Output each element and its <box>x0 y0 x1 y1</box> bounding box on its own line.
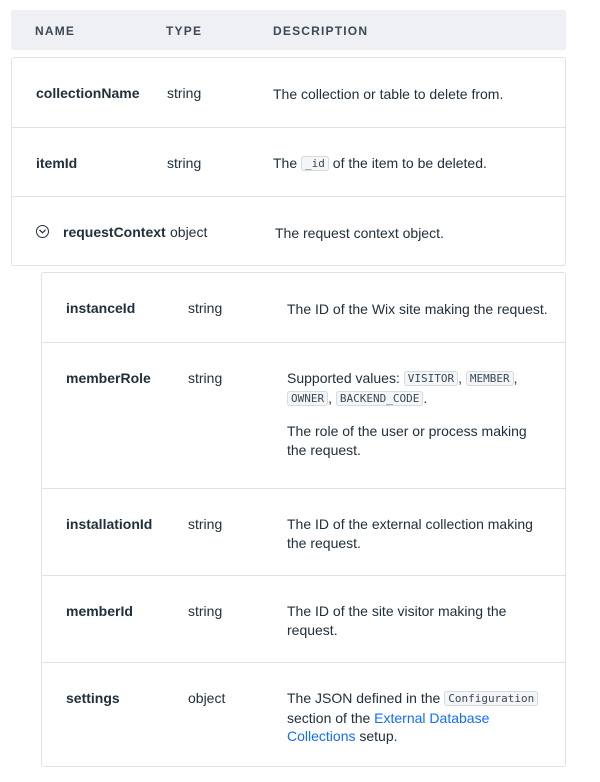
field-name: settings <box>66 690 120 706</box>
params-table <box>11 57 566 266</box>
param-type: string <box>167 155 202 171</box>
param-name: requestContext <box>63 224 166 240</box>
table-row <box>42 662 565 767</box>
field-description: Supported values: VISITOR , MEMBER , OWNER , BACKEND_CODE . The role of the user or process making the request. <box>287 370 527 458</box>
param-type: string <box>167 85 202 101</box>
table-row <box>12 58 565 127</box>
field-description: The ID of the Wix site making the request. <box>287 301 548 317</box>
collapse-toggle-icon[interactable] <box>36 225 49 238</box>
table-row <box>42 273 565 342</box>
param-name: itemId <box>36 155 78 171</box>
id-code: _id <box>301 156 329 171</box>
field-name: memberId <box>66 603 133 619</box>
external-database-collections-link[interactable]: External Database Collections <box>287 709 490 744</box>
configuration-code: Configuration <box>444 691 538 706</box>
table-row <box>12 127 565 197</box>
table-row <box>42 575 565 663</box>
field-name: installationId <box>66 516 153 532</box>
table-row[interactable] <box>12 196 565 266</box>
table-row <box>42 488 565 576</box>
header-type: TYPE <box>166 24 203 38</box>
header-description: DESCRIPTION <box>273 24 369 38</box>
table-row <box>42 342 565 489</box>
field-description: The JSON defined in the Configuration section of the External Database Collections setup. <box>287 689 547 746</box>
field-type: object <box>188 690 226 706</box>
field-description: The ID of the site visitor making the request. <box>287 603 507 638</box>
param-name: collectionName <box>36 85 140 101</box>
param-type: object <box>170 224 208 240</box>
field-type: string <box>188 300 223 316</box>
field-type: string <box>188 603 223 619</box>
field-name: instanceId <box>66 300 136 316</box>
param-description: The request context object. <box>275 225 444 241</box>
request-context-table <box>41 272 566 767</box>
field-type: string <box>188 370 223 386</box>
field-type: string <box>188 516 223 532</box>
header-name: NAME <box>35 24 76 38</box>
field-description: The ID of the external collection making the request. <box>287 516 533 551</box>
param-description: The _id of the item to be deleted. <box>273 155 487 171</box>
table-header <box>11 10 566 50</box>
field-name: memberRole <box>66 370 151 386</box>
param-description: The collection or table to delete from. <box>273 86 504 102</box>
